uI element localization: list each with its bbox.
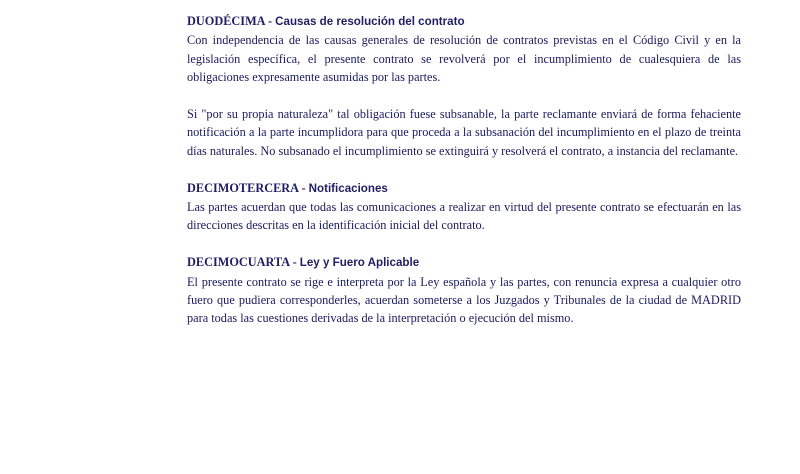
clause-separator: - [298, 180, 309, 195]
clause-heading [187, 253, 741, 272]
clause-title: Ley y Fuero Aplicable [299, 256, 420, 270]
clause-duodecima [187, 12, 741, 160]
clause-number: DECIMOCUARTA [187, 255, 290, 270]
clause-title: Causas de resolución del contrato [275, 15, 465, 28]
clause-paragraph: Si "por su propia naturaleza" tal obligación fuese subsanable, la parte reclamante enviará de forma fehaciente notificación a la parte incumplidora para que proceda a la subsanación del incumplimiento en el plazo de treinta días naturales. No subsanado el incumplimiento se extinguirá y resolverá el contrato, a instancia del reclamante. [187, 107, 741, 158]
clause-separator: - [264, 14, 276, 28]
clause-title: Notificaciones [308, 181, 388, 195]
clause-number: DECIMOTERCERA [187, 180, 299, 195]
clause-paragraph: El presente contrato se rige e interpreta por la Ley española y las partes, con renuncia expresa a cualquier otro fuero que pudiera corresponderles, acuerdan someterse a los Juzgados y Tribunales de la ciudad de MADRID para todas las cuestiones derivadas de la interpretación o ejecución del mismo. [187, 274, 741, 326]
clause-heading [187, 179, 741, 198]
clause-number: DUODÉCIMA [187, 14, 265, 28]
clause-separator: - [289, 255, 300, 270]
clause-paragraph: Con independencia de las causas generales de resolución de contratos previstas en el Código Civil y en la legislación específica, el presente contrato se revolverá por el incumplimiento de cualesquiera de las obligaciones expresamente asumidas por las partes. [187, 33, 741, 85]
contract-document [187, 12, 741, 346]
clause-decimotercera [187, 179, 741, 235]
clause-decimocuarta [187, 253, 741, 328]
clause-heading [187, 12, 741, 31]
clause-paragraph: Las partes acuerdan que todas las comunicaciones a realizar en virtud del presente contrato se efectuarán en las direcciones descritas en la identificación inicial del contrato. [187, 200, 741, 233]
